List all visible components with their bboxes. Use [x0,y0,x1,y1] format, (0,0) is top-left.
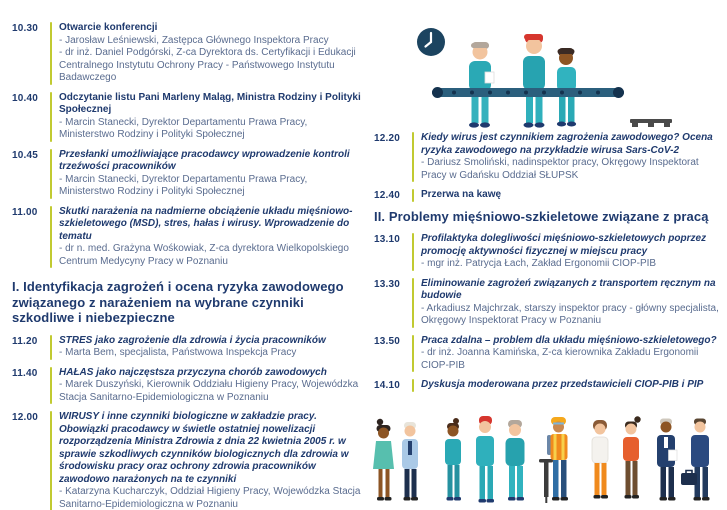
accent-rule [412,379,414,392]
accent-rule [50,22,52,85]
item-time: 13.10 [374,234,401,245]
item-speaker: - Marek Duszyński, Kierownik Oddziału Higieny Pracy, Wojewódzka Stacja Sanitarno-Epidemiologiczna w Poznaniu [59,379,359,403]
worker-figure-1 [469,42,494,128]
item-speaker: - dr inż. Joanna Kamińska, Z-ca kierownika Zakładu Ergonomii CIOP-PIB [421,347,699,371]
person-navy-suit-figure [657,419,677,501]
section-header-2: II. Problemy mięśniowo-szkieletowe związane z pracą [374,208,709,224]
item-speaker: - Katarzyna Kucharczyk, Oddział Higieny Pracy, Wojewódzka Stacja Sanitarno-Epidemiologiczna w Poznaniu [59,486,361,510]
item-title: HAŁAS jako najczęstsza przyczyna chorób zawodowych [59,366,327,378]
item-time: 10.40 [12,92,39,104]
conveyor-belt [432,87,624,98]
person-scrubs-grayhair-figure [506,420,525,501]
item-speaker: - mgr inż. Patrycja Łach, Zakład Ergonomii CIOP-PIB [421,258,657,269]
item-title: Kiedy wirus jest czynnikiem zagrożenia zawodowego? Ocena ryzyka zawodowego na przykładzie wirusa Sars-CoV-2 [421,132,713,156]
worker-figure-2 [523,34,545,128]
accent-rule [412,335,414,373]
accent-rule [50,411,52,510]
person-white-top-figure [592,420,608,499]
schedule-item-1330 [374,278,722,328]
item-time: 12.20 [374,133,401,144]
program-column-right [374,132,722,399]
accent-rule [412,189,414,202]
person-scrubs-redhair-figure [476,416,494,503]
program-column-left [12,22,364,510]
construction-worker-jackhammer-figure [539,417,568,503]
person-scrubs-woman-figure [445,418,461,501]
schedule-item-1310 [374,233,722,271]
item-speaker: - dr inż. Daniel Podgórski, Z-ca Dyrektora ds. Certyfikacji i Edukacji Centralnego Instytutu Ochrony Pracy - Państwowego Instytutu Badawczego [59,47,356,83]
item-title: Profilaktyka dolegliwości mięśniowo-szkieletowych poprzez promocję aktywności fizycznej w miejscu pracy [421,233,707,257]
item-title: STRES jako zagrożenie dla zdrowia i życia pracowników [59,334,326,346]
item-time: 10.30 [12,23,39,34]
accent-rule [50,335,52,360]
item-title: Skutki narażenia na nadmierne obciążenie układu mięśniowo-szkieletowego (MSD), stres, hałas i wirusy. Wprowadzenie do tematu [59,205,353,242]
accent-rule [50,149,52,199]
item-title: Przesłanki umożliwiające pracodawcy wprowadzenie kontroli trzeźwości pracowników [59,148,350,172]
schedule-item-1410 [374,379,722,392]
item-speaker: - Jarosław Leśniewski, Zastępca Głównego Inspektora Pracy [59,34,329,46]
accent-rule [50,92,52,142]
item-time: 11.40 [12,367,38,379]
item-time: 10.45 [12,149,39,161]
schedule-item-1045 [12,149,364,199]
item-speaker: - Dariusz Smoliński, nadinspektor pracy, Okręgowy Inspektorat Pracy w Gdańsku Oddział SŁUPSK [421,157,699,181]
item-time: 11.20 [12,335,38,347]
workers-at-conveyor-illustration [392,12,722,132]
person-orange-top-figure [623,416,641,498]
item-title: Dyskusja moderowana przez przedstawicieli CIOP-PIB i PIP [421,379,704,390]
item-speaker: - dr n. med. Grażyna Wośkowiak, Z-ca dyrektora Wielkopolskiego Centrum Medycyny Pracy w Poznaniu [59,243,349,267]
person-elderly-lightblue-figure [402,422,418,501]
conveyor-scene [392,12,722,132]
clock-icon [417,28,445,56]
schedule-item-1120 [12,335,364,360]
item-time: 13.30 [374,278,401,290]
item-time: 12.00 [12,412,39,423]
item-speaker: - Marta Bem, specjalista, Państwowa Inspekcja Pracy [59,347,297,358]
item-title: Przerwa na kawę [421,189,502,200]
person-briefcase-figure [681,419,710,501]
item-title: Otwarcie konferencji [59,22,158,33]
schedule-item-1030 [12,22,364,85]
item-speaker: - Arkadiusz Majchrzak, starszy inspektor pracy - główny specjalista, Okręgowy Inspektorat Pracy w Poznaniu [421,302,719,326]
item-time: 13.50 [374,335,401,347]
schedule-item-1220 [374,132,722,182]
person-teal-dress-figure [373,419,394,501]
item-time: 11.00 [12,206,38,218]
workers-crowd [363,406,725,508]
accent-rule [412,278,414,328]
schedule-item-1040 [12,92,364,142]
accent-rule [50,206,52,269]
accent-rule [412,132,414,182]
item-time: 12.40 [374,190,401,201]
item-title: Eliminowanie zagrożeń związanych z transportem ręcznym na budowie [421,277,716,301]
schedule-item-1140 [12,367,364,405]
item-speaker: - Marcin Stanecki, Dyrektor Departamentu Prawa Pracy, Ministerstwo Rodziny i Polityki Społecznej [59,116,308,140]
section-header-1: I. Identyfikacja zagrożeń i ocena ryzyka zawodowego związanego z narażeniem na wybrane czynniki szkodliwe i niebezpieczne [12,279,344,325]
schedule-item-1240 [374,189,722,202]
accent-rule [412,233,414,271]
worker-figure-3 [557,48,576,127]
schedule-item-1200 [12,411,364,510]
schedule-item-1350 [374,335,722,373]
pallet-icon [630,119,672,127]
diverse-workers-crowd-illustration [363,406,725,508]
item-title: Odczytanie listu Pani Marleny Maląg, Ministra Rodziny i Polityki Społecznej [59,91,361,115]
item-title: Praca zdalna – problem dla układu mięśniowo-szkieletowego? [421,334,717,346]
item-time: 14.10 [374,380,401,391]
accent-rule [50,367,52,405]
item-speaker: - Marcin Stanecki, Dyrektor Departamentu Prawa Pracy, Ministerstwo Rodziny i Polityki Społecznej [59,173,308,197]
schedule-item-1100 [12,206,364,269]
item-title: WIRUSY i inne czynniki biologiczne w zakładzie pracy. Obowiązki pracodawcy w świetle ostatniej nowelizacji rozporządzenia Ministra Zdrowia z dnia 22 kwietnia 2005 r. w sprawie szkodliwych czynników biologicznych dla zdrowia w środowisku pracy oraz ochrony zdrowia pracowników zawodowo narażonych na te czynniki [59,411,349,485]
